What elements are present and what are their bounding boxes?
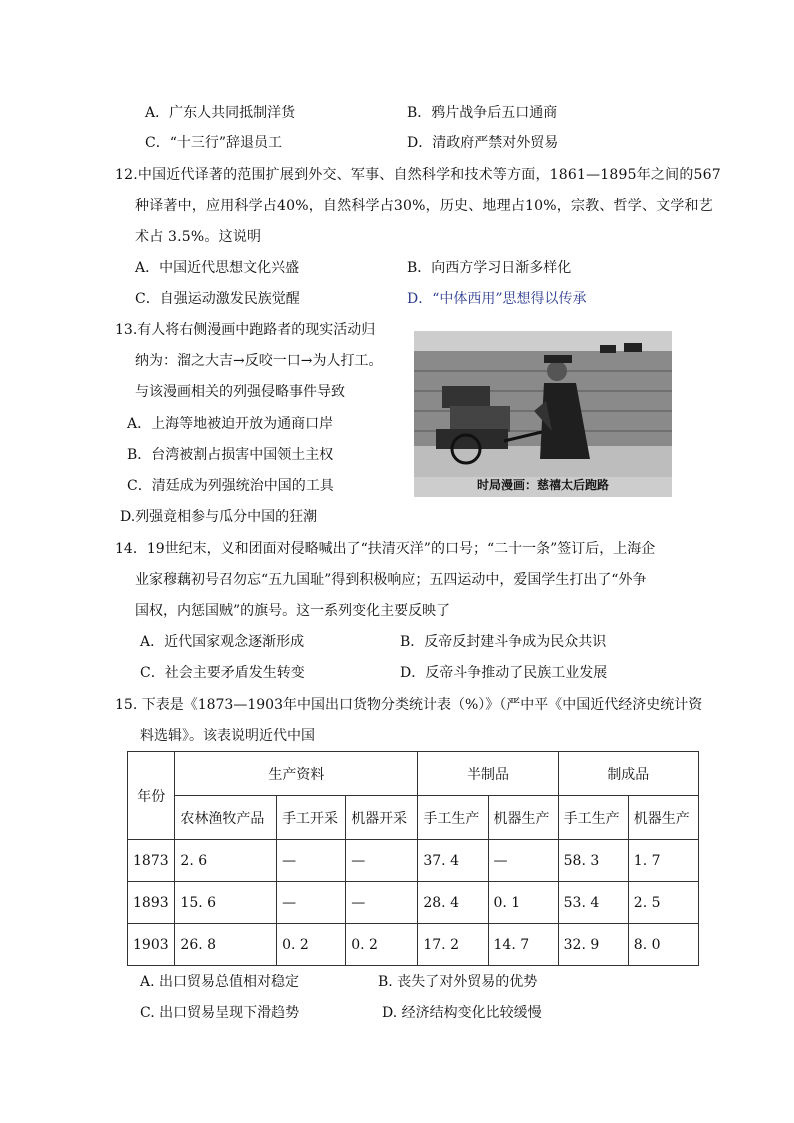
- q12-stem-line2: 种译著中，应用科学占40%，自然科学占30%，历史、地理占10%，宗教、哲学、文学和艺: [135, 198, 713, 214]
- table-cell: 1873: [128, 840, 175, 882]
- q11-option-d: D．清政府严禁对外贸易: [407, 135, 559, 151]
- q13-option-b: B．台湾被割占损害中国领土主权: [127, 447, 334, 463]
- sub-header: 机器生产: [628, 796, 698, 840]
- group-header-production: 生产资料: [175, 752, 418, 796]
- q13-option-a: A．上海等地被迫开放为通商口岸: [127, 416, 334, 432]
- table-cell: 2. 6: [175, 840, 277, 882]
- q14-stem-line3: 国权，内惩国贼”的旗号。这一系列变化主要反映了: [135, 603, 451, 619]
- export-statistics-table: [127, 751, 699, 966]
- cartoon-illustration: [414, 331, 672, 497]
- q12-option-c: C．自强运动激发民族觉醒: [135, 291, 300, 307]
- q11-option-b: B．鸦片战争后五口通商: [407, 105, 558, 121]
- q15-option-a: A. 出口贸易总值相对稳定: [140, 974, 300, 990]
- table-cell: 17. 2: [418, 924, 488, 966]
- group-header-semi: 半制品: [418, 752, 558, 796]
- table-cell: 1903: [128, 924, 175, 966]
- sub-header: 机器生产: [488, 796, 558, 840]
- table-cell: 1. 7: [628, 840, 698, 882]
- sub-header: 手工生产: [558, 796, 628, 840]
- q11-option-c: C．“十三行”辞退员工: [145, 135, 283, 151]
- table-cell: 0. 2: [277, 924, 346, 966]
- q12-option-a: A．中国近代思想文化兴盛: [135, 260, 300, 276]
- sub-header: 手工开采: [277, 796, 346, 840]
- q13-stem-line3: 与该漫画相关的列强侵略事件导致: [135, 384, 345, 400]
- q11-option-a: A．广东人共同抵制洋货: [145, 105, 296, 121]
- cartoon-caption: 时局漫画：慈禧太后跑路: [476, 478, 609, 492]
- table-cell: 8. 0: [628, 924, 698, 966]
- q14-stem-line1: 14．19世纪末，义和团面对侵略喊出了“扶清灭洋”的口号；“二十一条”签订后，上海企: [115, 541, 656, 557]
- table-cell: 1893: [128, 882, 175, 924]
- table-cell: 28. 4: [418, 882, 488, 924]
- q14-option-c: C．社会主要矛盾发生转变: [140, 665, 305, 681]
- table-row: [128, 924, 699, 966]
- table-cell: 37. 4: [418, 840, 488, 882]
- q15-stem-line1: 15. 下表是《1873—1903年中国出口货物分类统计表（%）》（严中平《中国近代经济史统计资: [115, 697, 703, 713]
- sub-header: 手工生产: [418, 796, 488, 840]
- table-row: [128, 882, 699, 924]
- year-header: 年份: [128, 752, 175, 840]
- q14-option-b: B．反帝反封建斗争成为民众共识: [400, 634, 607, 650]
- cartoon-image: [414, 331, 672, 497]
- table-cell: 53. 4: [558, 882, 628, 924]
- q14-stem-line2: 业家穆藕初号召勿忘“五九国耻”得到积极响应；五四运动中，爱国学生打出了“外争: [135, 572, 647, 588]
- sub-header: 农林渔牧产品: [175, 796, 277, 840]
- q12-stem-line1: 12.中国近代译著的范围扩展到外交、军事、自然科学和技术等方面，1861—1895年之间的567: [115, 167, 721, 183]
- table-cell: 2. 5: [628, 882, 698, 924]
- sub-header: 机器开采: [346, 796, 418, 840]
- q13-stem-line2: 纳为：溜之大吉→反咬一口→为人打工。: [135, 353, 383, 369]
- q13-stem-line1: 13.有人将右侧漫画中跑路者的现实活动归: [115, 322, 376, 338]
- q15-stem-line2: 料选辑》。该表说明近代中国: [140, 728, 315, 744]
- table-cell: 0. 1: [488, 882, 558, 924]
- table-cell: 26. 8: [175, 924, 277, 966]
- q15-option-d: D. 经济结构变化比较缓慢: [382, 1005, 542, 1021]
- q15-option-c: C. 出口贸易呈现下滑趋势: [140, 1005, 300, 1021]
- q12-stem-line3: 术占 3.5%。这说明: [135, 229, 262, 245]
- table-cell: —: [346, 882, 418, 924]
- table-cell: —: [488, 840, 558, 882]
- q14-option-a: A．近代国家观念逐渐形成: [140, 634, 305, 650]
- q12-option-d: D．“中体西用”思想得以传承: [407, 291, 587, 307]
- q12-option-b: B．向西方学习日渐多样化: [407, 260, 572, 276]
- table-cell: —: [346, 840, 418, 882]
- q13-option-d: D.列强竟相参与瓜分中国的狂潮: [120, 509, 318, 525]
- table-cell: 0. 2: [346, 924, 418, 966]
- table-cell: 14. 7: [488, 924, 558, 966]
- table-cell: 32. 9: [558, 924, 628, 966]
- table-cell: —: [277, 882, 346, 924]
- q13-option-c: C．清廷成为列强统治中国的工具: [127, 478, 334, 494]
- table-cell: 15. 6: [175, 882, 277, 924]
- table-cell: 58. 3: [558, 840, 628, 882]
- group-header-finished: 制成品: [558, 752, 698, 796]
- q15-option-b: B. 丧失了对外贸易的优势: [378, 974, 538, 990]
- table-row: [128, 840, 699, 882]
- q14-option-d: D．反帝斗争推动了民族工业发展: [400, 665, 608, 681]
- table-cell: —: [277, 840, 346, 882]
